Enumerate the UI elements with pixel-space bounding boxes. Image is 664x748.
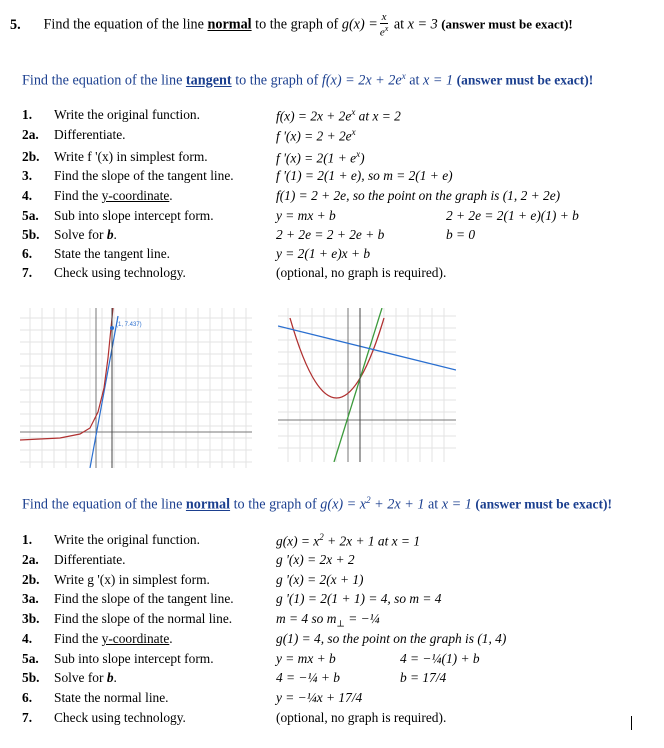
- step-work: (optional, no graph is required).: [276, 265, 447, 280]
- ex2-step-work: [276, 552, 355, 568]
- ex2-step-work: [276, 611, 380, 630]
- step-number: 6.: [22, 246, 33, 261]
- ex1-step: [22, 227, 117, 243]
- step-work: m = 4 so m: [276, 611, 337, 626]
- ex1-step-work: [276, 188, 560, 204]
- step-label: Find the slope of the tangent line.: [54, 591, 234, 606]
- step-label: Differentiate.: [54, 552, 126, 567]
- step-work: f '(x) = 2(1 + e: [276, 150, 357, 166]
- q5-at-val: x = 3: [407, 16, 438, 33]
- ex2-step-work-right: [400, 670, 446, 686]
- step-work-tail: ): [360, 150, 365, 166]
- step-label-end: .: [113, 670, 117, 685]
- ex2-step: [22, 591, 234, 607]
- ex2-step: [22, 631, 173, 647]
- tangent-point: [110, 326, 114, 330]
- step-label: Find the: [54, 631, 102, 646]
- step-number: 4.: [22, 188, 33, 203]
- step-label: State the tangent line.: [54, 246, 171, 261]
- step-work: y = mx + b: [276, 208, 336, 223]
- step-number: 5a.: [22, 208, 39, 223]
- ex1-heading-exp: x: [401, 71, 406, 81]
- ex1-step: [22, 188, 173, 204]
- step-label: Sub into slope intercept form.: [54, 208, 214, 223]
- step-label: Find the slope of the normal line.: [54, 611, 233, 626]
- text-cursor: [631, 716, 632, 730]
- ex1-heading: [22, 71, 593, 90]
- step-label: Write f '(x) in simplest form.: [54, 149, 208, 164]
- q5-func-lhs: g(x) =: [341, 16, 378, 33]
- ex2-step: [22, 651, 214, 667]
- step-number: 7.: [22, 265, 33, 280]
- step-work: g '(x) = 2(x + 1): [276, 572, 364, 587]
- ex2-heading-at-val: x = 1: [441, 496, 472, 513]
- ex2-step-work: [276, 532, 420, 549]
- ex2-heading: [22, 495, 612, 514]
- step-label: Find the: [54, 188, 102, 203]
- q5-frac-num: x: [381, 11, 387, 23]
- ex2-step: [22, 572, 210, 588]
- step-number: 7.: [22, 710, 33, 725]
- step-work: y = −¼x + 17/4: [276, 690, 363, 705]
- step-work-right: 4 = −¼(1) + b: [400, 651, 480, 666]
- q5-frac-den: e: [379, 26, 385, 39]
- step-number: 5b.: [22, 227, 40, 242]
- ex1-heading-keyword: tangent: [185, 72, 232, 89]
- step-work-exp: 2: [319, 532, 324, 542]
- step-number: 1.: [22, 107, 33, 122]
- step-label-end: .: [169, 631, 173, 646]
- step-label: Sub into slope intercept form.: [54, 651, 214, 666]
- step-label: Check using technology.: [54, 710, 186, 725]
- step-work: g(x) = x: [276, 533, 320, 549]
- ex1-step: [22, 149, 208, 165]
- ex2-step-work: [276, 710, 446, 726]
- step-number: 3.: [22, 168, 33, 183]
- ex2-step-work: [276, 572, 363, 588]
- step-work: 2 + 2e = 2 + 2e + b: [276, 227, 385, 242]
- graph-left: [20, 308, 252, 468]
- ex2-heading-func: g(x) = x: [320, 496, 367, 513]
- ex1-step-work: [276, 246, 370, 262]
- step-label: Write the original function.: [54, 107, 200, 122]
- step-label: Solve for: [54, 670, 107, 685]
- ex2-heading-at: at: [424, 496, 442, 513]
- step-label: Write the original function.: [54, 532, 200, 547]
- step-work: (optional, no graph is required).: [276, 710, 447, 725]
- step-number: 5a.: [22, 651, 39, 666]
- step-work-right: b = 17/4: [400, 670, 447, 685]
- q5-frac-den-exp: x: [384, 24, 389, 33]
- step-label: Solve for: [54, 227, 107, 242]
- step-number: 3a.: [22, 591, 39, 606]
- step-label: Check using technology.: [54, 265, 186, 280]
- ex1-step: [22, 127, 126, 143]
- q5-mid: to the graph of: [251, 16, 342, 33]
- ex2-step-work: [276, 651, 336, 667]
- ex2-step: [22, 710, 186, 726]
- ex1-heading-func: f(x) = 2x + 2e: [321, 72, 402, 89]
- step-work-tail: + 2x + 1 at x = 1: [323, 533, 421, 549]
- step-number: 6.: [22, 690, 33, 705]
- step-label: Find the slope of the tangent line.: [54, 168, 234, 183]
- ex2-heading-exp: 2: [366, 495, 371, 505]
- step-label: Differentiate.: [54, 127, 126, 142]
- step-work: y = mx + b: [276, 651, 336, 666]
- ex1-heading-note: (answer must be exact)!: [456, 72, 594, 88]
- step-work-exp: x: [351, 127, 356, 137]
- ex1-step-work-right: [446, 227, 475, 243]
- step-label-end: .: [169, 188, 173, 203]
- step-label-var: b: [106, 670, 114, 685]
- step-work-exp: x: [356, 149, 361, 159]
- ex1-step: [22, 107, 200, 123]
- step-work: g '(x) = 2x + 2: [276, 552, 355, 567]
- ex1-step-work: [276, 127, 356, 144]
- ex1-step: [22, 208, 214, 224]
- step-work-exp: x: [351, 107, 356, 117]
- step-work-right: b = 0: [446, 227, 476, 242]
- ex2-heading-func-tail: + 2x + 1: [370, 496, 425, 513]
- step-number: 1.: [22, 532, 33, 547]
- ex2-step-work: [276, 591, 441, 607]
- ex2-step: [22, 670, 117, 686]
- step-label-var: b: [106, 227, 114, 242]
- ex2-step: [22, 552, 126, 568]
- ex1-heading-at: at: [405, 72, 424, 89]
- step-work-tail: at x = 2: [355, 108, 401, 124]
- ex1-step-work: [276, 107, 401, 124]
- step-work: f '(x) = 2 + 2e: [276, 128, 352, 144]
- step-work-right: 2 + 2e = 2(1 + e)(1) + b: [446, 208, 579, 223]
- ex1-step-work: [276, 168, 453, 184]
- ex1-heading-mid: to the graph of: [231, 72, 322, 89]
- ex1-step: [22, 168, 234, 184]
- ex2-step-work: [276, 670, 340, 686]
- ex2-step-work: [276, 631, 506, 647]
- step-label-underlined: y-coordinate: [101, 188, 170, 203]
- ex2-heading-note: (answer must be exact)!: [475, 496, 612, 512]
- step-work: g(1) = 4, so the point on the graph is (1, 4): [276, 631, 507, 646]
- graph-right: [278, 308, 456, 462]
- q5-fraction: [380, 12, 388, 39]
- step-work: f(1) = 2 + 2e, so the point on the graph is (1, 2 + 2e): [276, 188, 561, 203]
- ex2-step-work-right: [400, 651, 480, 667]
- ex2-step: [22, 611, 232, 627]
- ex1-step: [22, 246, 170, 262]
- ex1-step-work: [276, 265, 446, 281]
- ex2-heading-prefix: Find the equation of the line: [22, 496, 186, 513]
- step-work: f(x) = 2x + 2e: [276, 108, 352, 124]
- ex2-heading-mid: to the graph of: [230, 496, 321, 513]
- ex2-step: [22, 532, 200, 548]
- ex2-heading-keyword: normal: [185, 496, 231, 513]
- ex1-step-work-right: [446, 208, 579, 224]
- step-label: Write g '(x) in simplest form.: [54, 572, 210, 587]
- step-work: g '(1) = 2(1 + 1) = 4, so m = 4: [276, 591, 442, 606]
- q5-at: at: [390, 16, 408, 33]
- point-label: (1, 7.437): [116, 322, 142, 328]
- ex1-step-work: [276, 149, 365, 166]
- ex1-step: [22, 265, 186, 281]
- step-label-end: .: [113, 227, 117, 242]
- step-number: 2a.: [22, 552, 39, 567]
- step-number: 5b.: [22, 670, 40, 685]
- ex1-heading-prefix: Find the equation of the line: [22, 72, 186, 89]
- step-number: 2a.: [22, 127, 39, 142]
- step-number: 4.: [22, 631, 33, 646]
- ex2-step: [22, 690, 169, 706]
- ex1-step-work: [276, 227, 384, 243]
- ex2-step-work: [276, 690, 362, 706]
- step-work-sub: ⊥: [336, 618, 345, 629]
- ex1-step-work: [276, 208, 336, 224]
- q5-keyword: normal: [207, 16, 252, 33]
- step-number: 3b.: [22, 611, 40, 626]
- step-work: y = 2(1 + e)x + b: [276, 246, 371, 261]
- q5-prefix: Find the equation of the line: [43, 16, 208, 33]
- question-5: [10, 12, 573, 39]
- step-work-tail: = −¼: [344, 611, 380, 626]
- question-number: 5.: [10, 16, 21, 33]
- step-work: f '(1) = 2(1 + e), so m = 2(1 + e): [276, 168, 453, 183]
- step-label: State the normal line.: [54, 690, 169, 705]
- q5-note: (answer must be exact)!: [441, 16, 573, 32]
- ex1-heading-at-val: x = 1: [423, 72, 454, 89]
- step-number: 2b.: [22, 572, 40, 587]
- step-label-underlined: y-coordinate: [101, 631, 170, 646]
- step-work: 4 = −¼ + b: [276, 670, 340, 685]
- step-number: 2b.: [22, 149, 40, 164]
